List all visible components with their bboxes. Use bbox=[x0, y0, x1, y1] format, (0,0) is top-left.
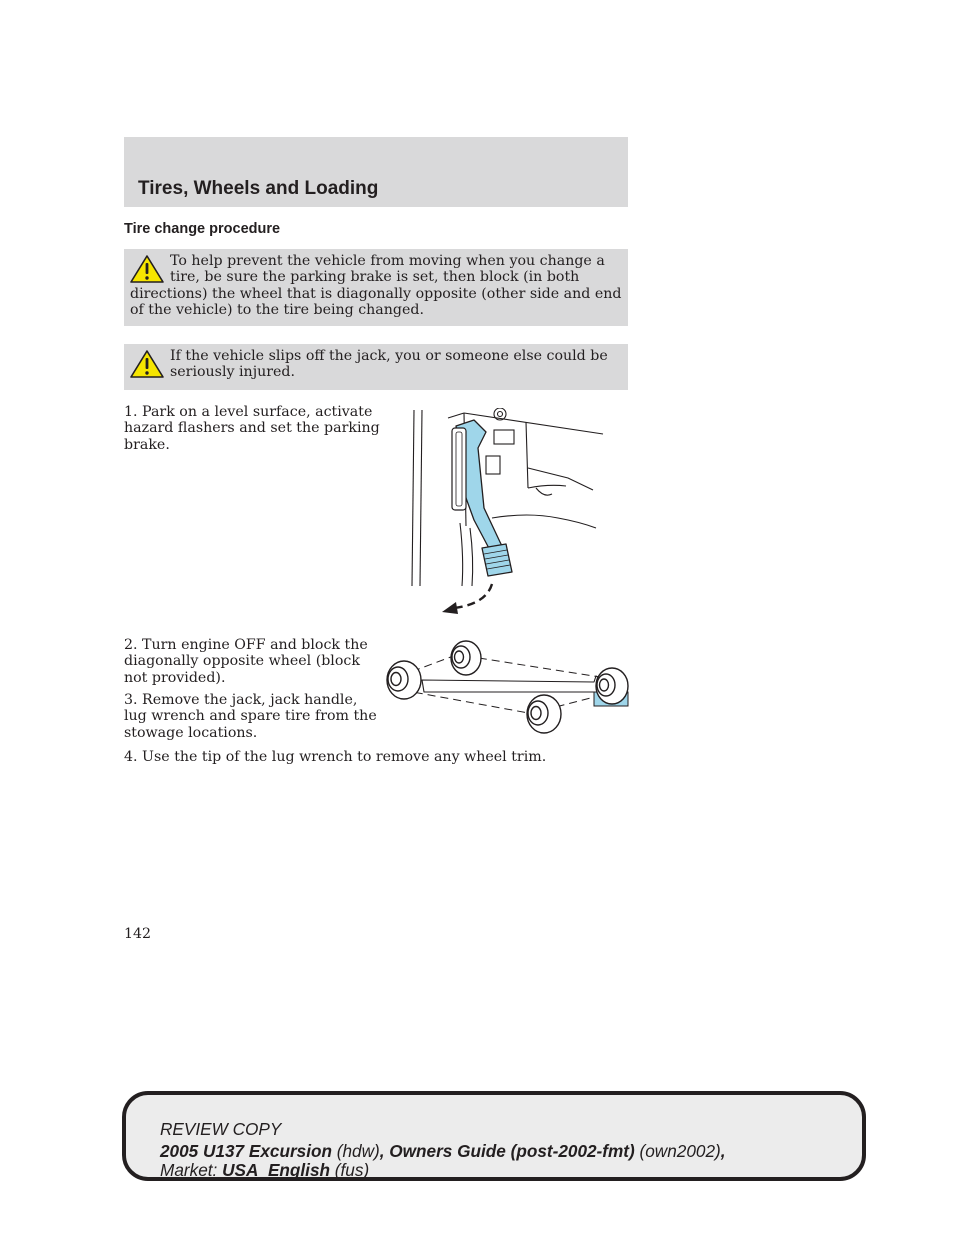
warning-triangle-icon bbox=[128, 253, 166, 285]
warning-box-parking bbox=[124, 249, 628, 326]
step-1: 1. Park on a level surface, activate hazard flashers and set the parking brake. bbox=[124, 404, 380, 453]
warning-triangle-icon bbox=[128, 348, 166, 380]
footer-model-line: 2005 U137 Excursion (hdw), Owners Guide (post-2002-fmt) (own2002), bbox=[160, 1141, 726, 1161]
warning-text: If the vehicle slips off the jack, you or someone else could be seriously injured. bbox=[170, 348, 608, 381]
wheel-block-illustration bbox=[384, 636, 630, 734]
step-3: 3. Remove the jack, jack handle, lug wrench and spare tire from the stowage locations. bbox=[124, 692, 377, 741]
warning-text: To help prevent the vehicle from moving when you change a tire, be sure the parking brake is set, then block (in both directions) the wheel that is diagonally opposite (other side and end of the vehicle) to the tire being changed. bbox=[130, 253, 622, 319]
page-number: 142 bbox=[124, 926, 152, 942]
footer-market-line: Market: USA_English (fus) bbox=[160, 1160, 370, 1180]
sub-heading: Tire change procedure bbox=[124, 221, 281, 237]
warning-box-jack bbox=[124, 344, 628, 390]
step-4: 4. Use the tip of the lug wrench to remove any wheel trim. bbox=[124, 749, 547, 765]
footer-review-copy: REVIEW COPY bbox=[160, 1119, 282, 1139]
parking-brake-illustration bbox=[408, 408, 608, 618]
section-title: Tires, Wheels and Loading bbox=[138, 178, 379, 199]
step-2: 2. Turn engine OFF and block the diagonally opposite wheel (block not provided). bbox=[124, 637, 368, 686]
